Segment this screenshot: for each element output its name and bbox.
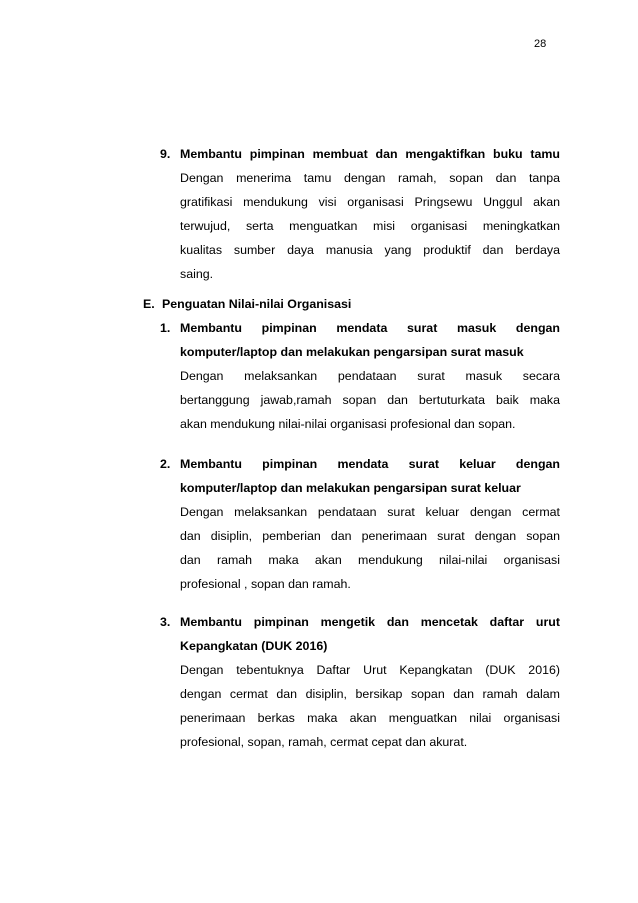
item-title: komputer/laptop dan melakukan pengarsipan surat keluar <box>180 481 521 495</box>
item-title: komputer/laptop dan melakukan pengarsipan surat masuk <box>180 345 524 359</box>
body-line: penerimaan berkas maka akan menguatkan nilai organisasi <box>180 711 560 725</box>
section-letter: E. <box>143 297 155 311</box>
item-title: Kepangkatan (DUK 2016) <box>180 639 328 653</box>
body-line: dan ramah maka akan mendukung nilai-nilai organisasi <box>180 553 560 567</box>
body-line: Dengan tebentuknya Daftar Urut Kepangkatan (DUK 2016) <box>180 663 560 677</box>
item-number: 3. <box>160 615 171 629</box>
item-title: Membantu pimpinan mendata surat masuk dengan <box>180 321 560 335</box>
body-line: akan mendukung nilai-nilai organisasi profesional dan sopan. <box>180 417 516 431</box>
body-line: profesional, sopan, ramah, cermat cepat dan akurat. <box>180 735 468 749</box>
item-title: Membantu pimpinan membuat dan mengaktifkan buku tamu <box>180 147 560 161</box>
body-line: gratifikasi mendukung visi organisasi Pringsewu Unggul akan <box>180 195 560 209</box>
item-title: Membantu pimpinan mendata surat keluar dengan <box>180 457 560 471</box>
body-line: kualitas sumber daya manusia yang produktif dan berdaya <box>180 243 560 257</box>
body-line: dan disiplin, pemberian dan penerimaan surat dengan sopan <box>180 529 560 543</box>
body-line: Dengan melaksankan pendataan surat masuk secara <box>180 369 560 383</box>
item-number: 2. <box>160 457 171 471</box>
page-number: 28 <box>534 38 547 50</box>
body-line: Dengan melaksankan pendataan surat keluar dengan cermat <box>180 505 560 519</box>
item-title: Membantu pimpinan mengetik dan mencetak daftar urut <box>180 615 560 629</box>
body-line: dengan cermat dan disiplin, bersikap sopan dan ramah dalam <box>180 687 560 701</box>
item-number: 9. <box>160 147 171 161</box>
body-line: saing. <box>180 267 214 281</box>
item-number: 1. <box>160 321 171 335</box>
section-title: Penguatan Nilai-nilai Organisasi <box>162 297 352 311</box>
body-line: terwujud, serta menguatkan misi organisasi meningkatkan <box>180 219 560 233</box>
body-line: profesional , sopan dan ramah. <box>180 577 351 591</box>
body-line: bertanggung jawab,ramah sopan dan bertuturkata baik maka <box>180 393 560 407</box>
body-line: Dengan menerima tamu dengan ramah, sopan dan tanpa <box>180 171 560 185</box>
